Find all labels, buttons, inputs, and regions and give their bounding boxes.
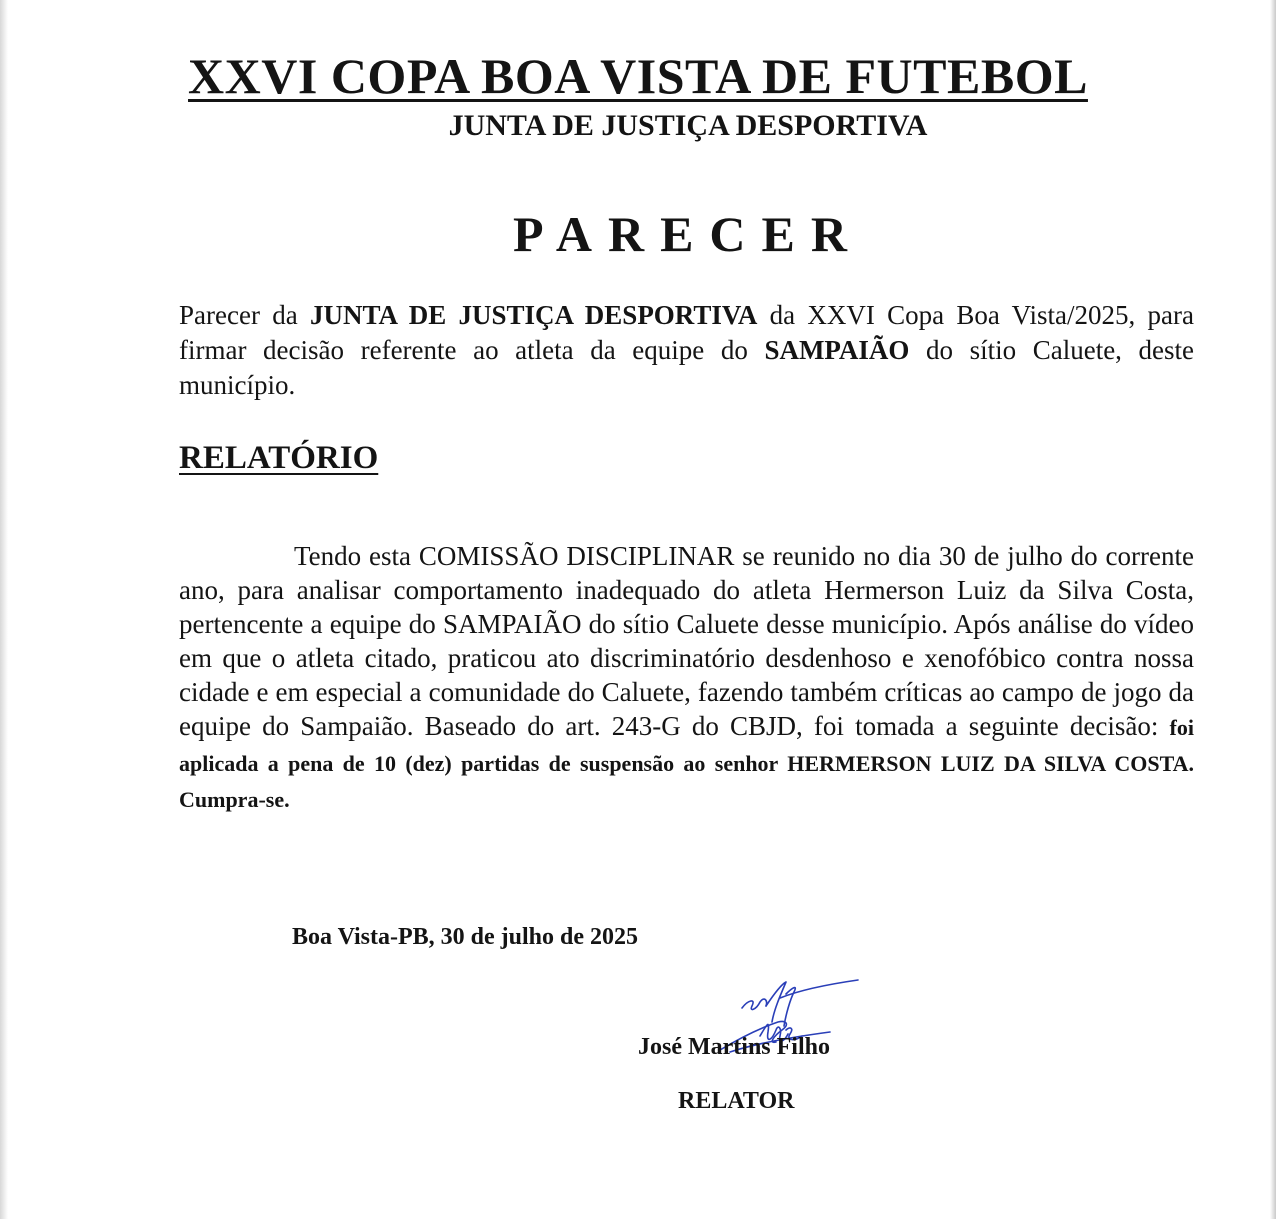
intro-text-1: Parecer da — [179, 300, 310, 330]
date-location-line: Boa Vista-PB, 30 de julho de 2025 — [292, 924, 639, 950]
intro-bold-1: JUNTA DE JUSTIÇA DESPORTIVA — [309, 300, 758, 330]
document-title-text: XXVI COPA BOA VISTA DE FUTEBOL — [188, 48, 1088, 104]
signer-role: RELATOR — [678, 1088, 795, 1114]
intro-text-3: do sítio Caluete, deste município. — [179, 335, 1194, 400]
document-heading: PARECER — [513, 206, 863, 262]
handwritten-signature — [690, 970, 870, 1080]
document-subtitle: JUNTA DE JUSTIÇA DESPORTIVA — [448, 109, 928, 142]
intro-paragraph — [179, 298, 1194, 403]
page-left-edge — [0, 0, 8, 1219]
report-decision: foi aplicada a pena de 10 (dez) partidas de suspensão ao senhor HERMERSON LUIZ DA SILVA COSTA. Cumpra-se. — [179, 715, 1194, 812]
report-paragraph — [179, 539, 1194, 817]
document-title — [0, 46, 1276, 106]
intro-text-2: da XXVI Copa Boa Vista/2025, para firmar decisão referente ao atleta da equipe do — [179, 300, 1195, 365]
page-right-edge — [1270, 0, 1276, 1219]
report-text: Tendo esta COMISSÃO DISCIPLINAR se reunido no dia 30 de julho do corrente ano, para analisar comportamento inadequado do atleta Hermerson Luiz da Silva Costa, pertencente a equipe do SAMPAIÃO do sítio Caluete desse município. Após análise do vídeo em que o atleta citado, praticou ato discriminatório desdenhoso e xenofóbico contra nossa cidade e em especial a comunidade do Caluete, fazendo também críticas ao campo de jogo da equipe do Sampaião. Baseado do art. 243-G do CBJD, foi tomada a seguinte decisão: — [179, 541, 1194, 741]
intro-bold-2: SAMPAIÃO — [764, 335, 910, 365]
signer-name: José Martins Filho — [638, 1034, 830, 1060]
section-title-relatorio: RELATÓRIO — [179, 440, 379, 476]
